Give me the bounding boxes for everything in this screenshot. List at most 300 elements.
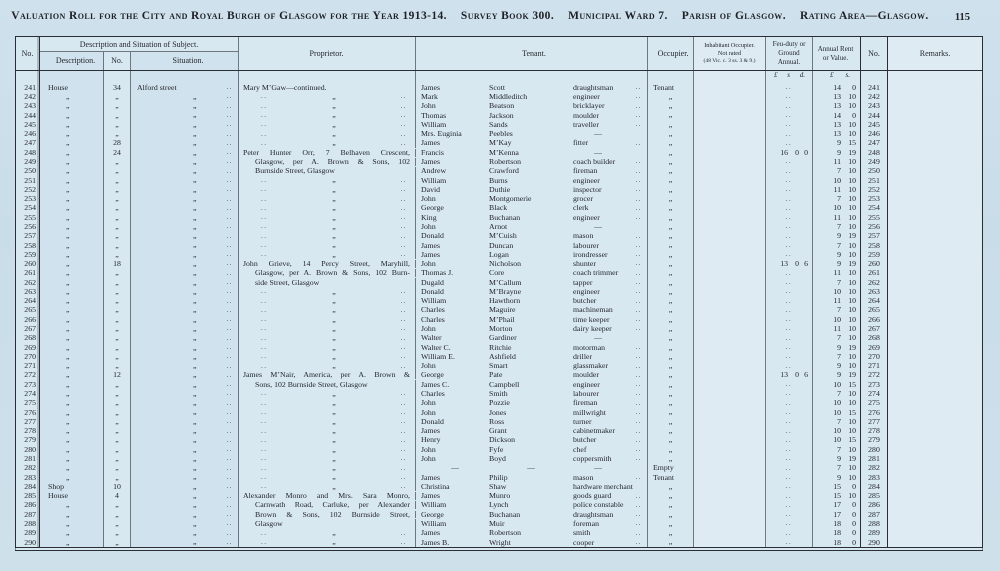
cell-street-no: „ bbox=[104, 194, 131, 203]
tenant-surname: Core bbox=[489, 268, 505, 278]
tenant-surname: Gardiner bbox=[489, 333, 517, 343]
cell-feu-duty bbox=[766, 389, 813, 398]
cell-row-no: 263 bbox=[16, 287, 40, 296]
tenant-occupation: — bbox=[594, 129, 602, 139]
tenant-occupation: goods guard bbox=[573, 491, 612, 501]
cell-row-no: 284 bbox=[16, 482, 40, 491]
table-row bbox=[16, 222, 982, 231]
situation-text: „ bbox=[193, 194, 197, 204]
feu-value: 6 bbox=[804, 370, 808, 380]
header-inhabitant-line3: (48 Vic. c. 3 ss. 3 & 9.) bbox=[703, 57, 756, 64]
cell-feu-duty bbox=[766, 371, 813, 380]
tenant-forename: John bbox=[421, 259, 436, 269]
situation-text: „ bbox=[193, 250, 197, 259]
cell-street-no: „ bbox=[104, 519, 131, 528]
cell-occupier bbox=[648, 454, 694, 463]
cell-occupier bbox=[648, 306, 694, 315]
cell-description: „ bbox=[40, 287, 104, 296]
cell-tenant bbox=[416, 408, 648, 417]
table-row bbox=[16, 529, 982, 538]
cell-row-no: 279 bbox=[16, 436, 40, 445]
cell-situation bbox=[131, 371, 239, 380]
leader-dots: .. bbox=[635, 175, 642, 184]
leader-dots: .. bbox=[635, 92, 642, 101]
rent-unit-pounds: £ bbox=[830, 71, 834, 79]
tenant-surname: Smith bbox=[489, 389, 508, 399]
situation-text: „ bbox=[193, 389, 197, 398]
cell-situation bbox=[131, 176, 239, 185]
ditto-mark: „ bbox=[332, 231, 336, 241]
cell-occupier bbox=[648, 222, 694, 231]
cell-occupier bbox=[648, 111, 694, 120]
tenant-surname: Boyd bbox=[489, 454, 506, 463]
table-row bbox=[16, 501, 982, 510]
cell-feu-duty bbox=[766, 491, 813, 500]
cell-description: House bbox=[40, 491, 104, 500]
header-proprietor: Proprietor. bbox=[239, 37, 416, 70]
cell-occupier bbox=[648, 334, 694, 343]
situation-text: „ bbox=[193, 528, 197, 538]
cell-remarks bbox=[888, 538, 982, 547]
cell-situation bbox=[131, 296, 239, 305]
tenant-surname: Duncan bbox=[489, 240, 514, 250]
rent-pounds: 7 bbox=[837, 166, 841, 176]
cell-street-no: „ bbox=[104, 92, 131, 101]
cell-proprietor bbox=[239, 250, 416, 259]
situation-text: „ bbox=[193, 101, 197, 111]
leader-dots: .. bbox=[261, 305, 268, 314]
leader-dots: .. bbox=[261, 92, 268, 101]
cell-situation bbox=[131, 361, 239, 370]
leader-dots: .. bbox=[400, 361, 407, 370]
leader-dots: .. bbox=[226, 519, 233, 528]
leader-dots: .. bbox=[261, 389, 268, 398]
tenant-forename: James bbox=[421, 157, 441, 166]
occupier-text: „ bbox=[668, 454, 673, 463]
situation-text: „ bbox=[193, 157, 197, 166]
cell-tenant bbox=[416, 111, 648, 120]
cell-no-right: 262 bbox=[861, 278, 888, 287]
leader-dots: .. bbox=[400, 407, 407, 416]
tenant-occupation: cooper bbox=[573, 537, 595, 547]
proprietor-text: Alexander Monro and Mrs. Sara Monro, bbox=[243, 492, 410, 500]
cell-annual-rent bbox=[813, 352, 861, 361]
cell-occupier bbox=[648, 417, 694, 426]
table-body bbox=[16, 83, 982, 547]
leader-dots: .. bbox=[261, 194, 268, 203]
tenant-surname: Montgomerie bbox=[489, 194, 532, 204]
cell-remarks bbox=[888, 417, 982, 426]
tenant-surname: Fyfe bbox=[489, 444, 504, 454]
feu-value: 16 bbox=[780, 147, 788, 157]
tenant-forename: James bbox=[421, 250, 441, 259]
cell-occupier bbox=[648, 538, 694, 547]
table-row bbox=[16, 232, 982, 241]
situation-text: „ bbox=[193, 287, 197, 296]
leader-dots: .. bbox=[226, 454, 233, 463]
cell-proprietor bbox=[239, 269, 416, 277]
occupier-text: „ bbox=[668, 129, 673, 139]
situation-text: „ bbox=[193, 444, 197, 454]
situation-text: „ bbox=[193, 370, 197, 380]
tenant-occupation: engineer bbox=[573, 212, 600, 222]
cell-remarks bbox=[888, 380, 982, 389]
cell-annual-rent bbox=[813, 417, 861, 426]
cell-situation bbox=[131, 445, 239, 454]
ditto-mark: „ bbox=[332, 240, 336, 250]
cell-feu-duty bbox=[766, 176, 813, 185]
cell-street-no: „ bbox=[104, 529, 131, 538]
leader-dots: .. bbox=[635, 305, 642, 314]
rent-shillings: 10 bbox=[848, 426, 856, 436]
rent-shillings: 15 bbox=[848, 407, 856, 417]
cell-feu-duty bbox=[766, 324, 813, 333]
ditto-mark: „ bbox=[332, 463, 336, 473]
cell-proprietor bbox=[239, 399, 416, 408]
rent-pounds: 14 bbox=[833, 110, 841, 120]
cell-occupier bbox=[648, 426, 694, 435]
tenant-forename: Christina bbox=[421, 482, 450, 491]
occupier-text: „ bbox=[668, 203, 673, 213]
cell-street-no: „ bbox=[104, 157, 131, 166]
leader-dots: .. bbox=[261, 101, 268, 110]
cell-situation bbox=[131, 352, 239, 361]
situation-text: „ bbox=[193, 454, 197, 463]
occupier-text: „ bbox=[668, 361, 673, 371]
leader-dots: .. bbox=[261, 110, 268, 119]
cell-feu-duty bbox=[766, 529, 813, 538]
cell-description: „ bbox=[40, 259, 104, 268]
cell-feu-duty bbox=[766, 194, 813, 203]
cell-no-right: 247 bbox=[861, 139, 888, 148]
cell-street-no: „ bbox=[104, 538, 131, 547]
leader-dots: .. bbox=[635, 278, 642, 287]
ditto-mark: „ bbox=[332, 138, 336, 148]
leader-dots: .. bbox=[226, 343, 233, 352]
cell-remarks bbox=[888, 204, 982, 213]
ditto-mark: „ bbox=[332, 101, 336, 111]
cell-street-no: „ bbox=[104, 454, 131, 463]
cell-tenant bbox=[416, 510, 648, 519]
proprietor-text: Sons, 102 Burnside Street, Glasgow bbox=[255, 380, 368, 389]
feu-value: 0 bbox=[795, 147, 799, 157]
cell-feu-duty bbox=[766, 83, 813, 92]
table-row bbox=[16, 324, 982, 333]
cell-remarks bbox=[888, 139, 982, 148]
cell-row-no: 252 bbox=[16, 185, 40, 194]
ditto-mark: „ bbox=[332, 212, 336, 222]
header-feu-duty: Feu-duty or Ground Annual. bbox=[766, 37, 813, 70]
cell-situation bbox=[131, 259, 239, 268]
leader-dots: .. bbox=[261, 222, 268, 231]
table-row bbox=[16, 287, 982, 296]
leader-dots: .. bbox=[785, 510, 793, 519]
cell-no-right: 282 bbox=[861, 464, 888, 473]
ditto-mark: „ bbox=[332, 92, 336, 101]
leader-dots: .. bbox=[261, 324, 268, 333]
cell-description: „ bbox=[40, 111, 104, 120]
leader-dots: .. bbox=[261, 352, 268, 361]
cell-annual-rent bbox=[813, 399, 861, 408]
tenant-occupation: draughtsman bbox=[573, 83, 614, 92]
table-row bbox=[16, 250, 982, 259]
cell-remarks bbox=[888, 464, 982, 473]
cell-feu-duty bbox=[766, 306, 813, 315]
tenant-surname: Nicholson bbox=[489, 259, 522, 269]
cell-feu-duty bbox=[766, 120, 813, 129]
occupier-text: „ bbox=[668, 315, 673, 324]
leader-dots: .. bbox=[261, 407, 268, 416]
cell-inhabitant-occupier bbox=[694, 185, 766, 194]
cell-description: „ bbox=[40, 102, 104, 111]
leader-dots: .. bbox=[785, 407, 793, 416]
cell-annual-rent bbox=[813, 213, 861, 222]
cell-no-right: 265 bbox=[861, 306, 888, 315]
tenant-forename: James bbox=[421, 138, 441, 148]
cell-street-no: „ bbox=[104, 250, 131, 259]
leader-dots: .. bbox=[785, 398, 793, 407]
cell-row-no: 260 bbox=[16, 259, 40, 268]
cell-annual-rent bbox=[813, 157, 861, 166]
cell-annual-rent bbox=[813, 501, 861, 510]
cell-row-no: 277 bbox=[16, 417, 40, 426]
situation-text: Alford street bbox=[137, 83, 177, 92]
cell-no-right: 260 bbox=[861, 259, 888, 268]
cell-remarks bbox=[888, 111, 982, 120]
title-segment: Municipal Ward 7. bbox=[568, 10, 668, 22]
situation-text: „ bbox=[193, 231, 197, 241]
cell-row-no: 272 bbox=[16, 371, 40, 380]
cell-occupier bbox=[648, 129, 694, 138]
cell-proprietor bbox=[239, 417, 416, 426]
cell-situation bbox=[131, 185, 239, 194]
cell-situation bbox=[131, 222, 239, 231]
table-row bbox=[16, 334, 982, 343]
rent-pounds: 10 bbox=[833, 287, 841, 296]
cell-inhabitant-occupier bbox=[694, 371, 766, 380]
cell-annual-rent bbox=[813, 454, 861, 463]
cell-description: „ bbox=[40, 176, 104, 185]
leader-dots: .. bbox=[400, 110, 407, 119]
occupier-text: „ bbox=[668, 370, 673, 380]
cell-row-no: 289 bbox=[16, 529, 40, 538]
ditto-mark: „ bbox=[332, 435, 336, 445]
leader-dots: .. bbox=[400, 194, 407, 203]
leader-dots: .. bbox=[261, 250, 268, 259]
cell-inhabitant-occupier bbox=[694, 241, 766, 250]
leader-dots: .. bbox=[635, 426, 642, 435]
tenant-forename: Donald bbox=[421, 417, 444, 426]
cell-feu-duty bbox=[766, 204, 813, 213]
cell-street-no: „ bbox=[104, 176, 131, 185]
situation-text: „ bbox=[193, 537, 197, 547]
tenant-forename: James bbox=[421, 426, 441, 436]
tenant-occupation: smith bbox=[573, 528, 591, 538]
cell-row-no: 280 bbox=[16, 445, 40, 454]
cell-remarks bbox=[888, 454, 982, 463]
cell-situation bbox=[131, 83, 239, 92]
situation-text: „ bbox=[193, 120, 197, 129]
cell-remarks bbox=[888, 343, 982, 352]
occupier-text: „ bbox=[668, 296, 673, 306]
occupier-text: „ bbox=[668, 305, 673, 315]
rent-pounds: 11 bbox=[833, 185, 841, 194]
cell-description: „ bbox=[40, 213, 104, 222]
cell-annual-rent bbox=[813, 250, 861, 259]
cell-feu-duty bbox=[766, 241, 813, 250]
cell-inhabitant-occupier bbox=[694, 296, 766, 305]
leader-dots: .. bbox=[226, 287, 233, 296]
occupier-text: „ bbox=[668, 222, 673, 231]
leader-dots: .. bbox=[226, 296, 233, 305]
cell-street-no: „ bbox=[104, 111, 131, 120]
cell-inhabitant-occupier bbox=[694, 129, 766, 138]
rent-shillings: 0 bbox=[852, 537, 856, 547]
tenant-forename: John bbox=[421, 324, 436, 334]
cell-no-right: 250 bbox=[861, 167, 888, 176]
tenant-surname: Sands bbox=[489, 120, 508, 129]
cell-street-no: „ bbox=[104, 408, 131, 417]
cell-inhabitant-occupier bbox=[694, 501, 766, 510]
situation-text: „ bbox=[193, 417, 197, 426]
tenant-surname: — bbox=[527, 463, 535, 473]
leader-dots: .. bbox=[400, 138, 407, 147]
cell-no-right: 276 bbox=[861, 408, 888, 417]
cell-row-no: 242 bbox=[16, 92, 40, 101]
leader-dots: .. bbox=[226, 101, 233, 110]
situation-text: „ bbox=[193, 259, 197, 268]
cell-street-no: „ bbox=[104, 464, 131, 473]
table-row bbox=[16, 538, 982, 547]
situation-text: „ bbox=[193, 315, 197, 324]
leader-dots: .. bbox=[226, 537, 233, 546]
cell-situation bbox=[131, 250, 239, 259]
cell-inhabitant-occupier bbox=[694, 250, 766, 259]
cell-occupier bbox=[648, 194, 694, 203]
cell-remarks bbox=[888, 482, 982, 491]
cell-street-no: 4 bbox=[104, 491, 131, 500]
situation-text: „ bbox=[193, 305, 197, 315]
cell-tenant bbox=[416, 287, 648, 296]
rent-shillings: 10 bbox=[848, 101, 856, 111]
cell-tenant bbox=[416, 120, 648, 129]
occupier-text: Tenant bbox=[653, 83, 675, 92]
cell-description: „ bbox=[40, 250, 104, 259]
cell-inhabitant-occupier bbox=[694, 482, 766, 491]
leader-dots: .. bbox=[635, 500, 642, 509]
rent-pounds: 7 bbox=[837, 333, 841, 343]
cell-feu-duty bbox=[766, 148, 813, 157]
rent-pounds: 18 bbox=[833, 528, 841, 538]
cell-inhabitant-occupier bbox=[694, 529, 766, 538]
cell-inhabitant-occupier bbox=[694, 399, 766, 408]
feu-value: 13 bbox=[780, 259, 788, 269]
cell-no-right: 244 bbox=[861, 111, 888, 120]
cell-row-no: 246 bbox=[16, 129, 40, 138]
occupier-text: „ bbox=[668, 268, 673, 278]
cell-street-no: „ bbox=[104, 120, 131, 129]
leader-dots: .. bbox=[226, 333, 233, 342]
leader-dots: .. bbox=[785, 417, 793, 426]
cell-tenant bbox=[416, 334, 648, 343]
rent-shillings: 10 bbox=[848, 175, 856, 185]
cell-tenant bbox=[416, 454, 648, 463]
cell-street-no: „ bbox=[104, 361, 131, 370]
leader-dots: .. bbox=[226, 315, 233, 324]
leader-dots: .. bbox=[785, 92, 793, 101]
leader-dots: .. bbox=[261, 417, 268, 426]
leader-dots: .. bbox=[635, 528, 642, 537]
leader-dots: .. bbox=[635, 435, 642, 444]
leader-dots: .. bbox=[400, 296, 407, 305]
table-row bbox=[16, 167, 982, 176]
cell-remarks bbox=[888, 426, 982, 435]
tenant-forename: Charles bbox=[421, 315, 445, 324]
leader-dots: .. bbox=[635, 537, 642, 546]
ditto-mark: „ bbox=[332, 407, 336, 417]
leader-dots: .. bbox=[635, 519, 642, 528]
table-row bbox=[16, 194, 982, 203]
feu-unit-shillings: s bbox=[787, 71, 790, 79]
cell-no-right: 275 bbox=[861, 399, 888, 408]
cell-proprietor bbox=[239, 213, 416, 222]
cell-occupier bbox=[648, 315, 694, 324]
tenant-occupation: driller bbox=[573, 352, 593, 361]
leader-dots: .. bbox=[400, 472, 407, 481]
tenant-surname: Shaw bbox=[489, 482, 507, 491]
cell-description: „ bbox=[40, 519, 104, 528]
tenant-forename: Thomas bbox=[421, 110, 447, 120]
rent-pounds: 15 bbox=[833, 491, 841, 501]
cell-description: „ bbox=[40, 343, 104, 352]
leader-dots: .. bbox=[226, 463, 233, 472]
situation-text: „ bbox=[193, 166, 197, 176]
cell-annual-rent bbox=[813, 176, 861, 185]
leader-dots: .. bbox=[261, 361, 268, 370]
tenant-surname: Pozzie bbox=[489, 398, 510, 408]
rent-pounds: 15 bbox=[833, 482, 841, 491]
leader-dots: .. bbox=[785, 278, 793, 287]
ditto-mark: „ bbox=[332, 222, 336, 231]
tenant-surname: Campbell bbox=[489, 380, 520, 389]
cell-situation bbox=[131, 129, 239, 138]
cell-situation bbox=[131, 232, 239, 241]
cell-feu-duty bbox=[766, 436, 813, 445]
cell-occupier bbox=[648, 213, 694, 222]
rent-pounds: 9 bbox=[837, 147, 841, 157]
situation-text: „ bbox=[193, 277, 197, 287]
cell-tenant bbox=[416, 324, 648, 333]
table-row bbox=[16, 473, 982, 482]
cell-street-no: „ bbox=[104, 222, 131, 231]
cell-occupier bbox=[648, 501, 694, 510]
cell-occupier bbox=[648, 464, 694, 473]
header-remarks: Remarks. bbox=[888, 37, 982, 70]
cell-occupier bbox=[648, 296, 694, 305]
ditto-mark: „ bbox=[332, 389, 336, 398]
leader-dots: .. bbox=[785, 435, 793, 444]
cell-proprietor bbox=[239, 380, 416, 389]
leader-dots: .. bbox=[226, 129, 233, 138]
cell-proprietor bbox=[239, 167, 416, 176]
cell-inhabitant-occupier bbox=[694, 343, 766, 352]
occupier-text: „ bbox=[668, 166, 673, 176]
cell-situation bbox=[131, 501, 239, 510]
cell-no-right: 252 bbox=[861, 185, 888, 194]
cell-street-no: „ bbox=[104, 241, 131, 250]
rent-shillings: 15 bbox=[848, 435, 856, 445]
tenant-surname: Ritchie bbox=[489, 342, 512, 352]
